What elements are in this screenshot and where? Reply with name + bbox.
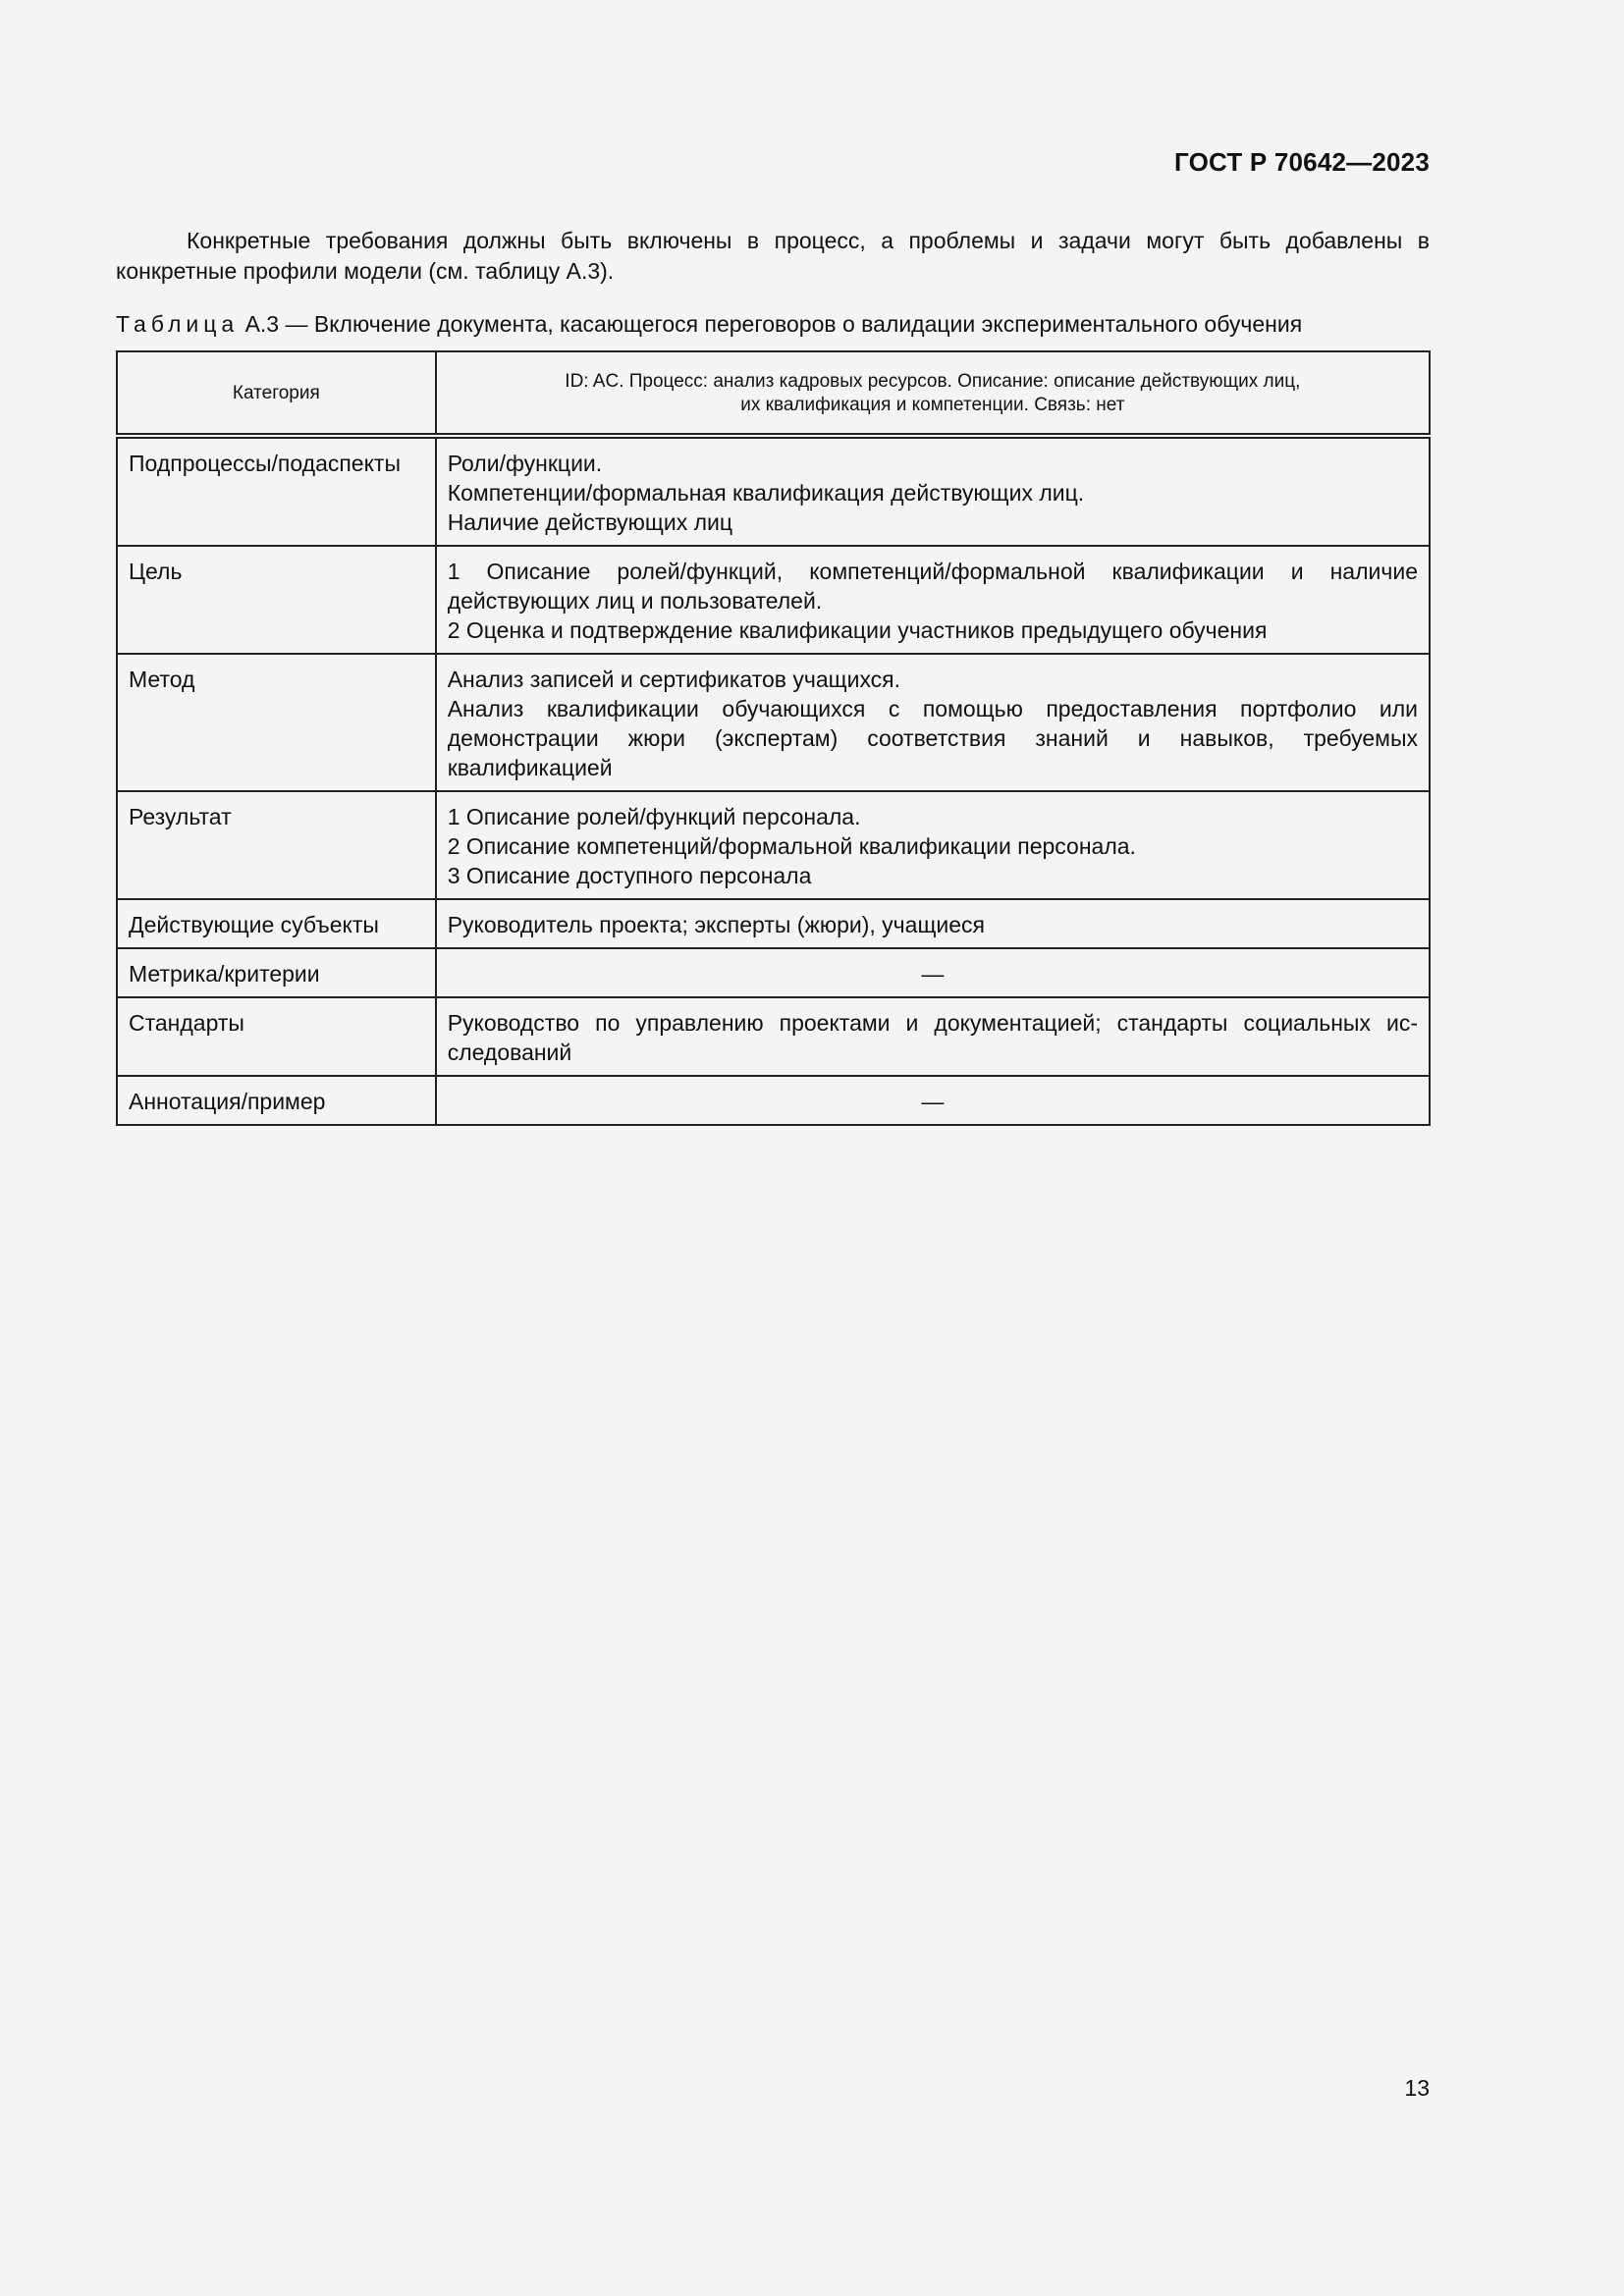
row-empty-dash: — (436, 1076, 1430, 1125)
header-description-line: ID: AC. Процесс: анализ кадровых ресурсов. Описание: описание действующих лиц, (565, 371, 1301, 392)
table-row (117, 436, 1430, 546)
row-line: Руководитель проекта; эксперты (жюри), учащиеся (447, 912, 985, 937)
row-category: Метод (117, 654, 436, 791)
header-description (436, 351, 1430, 436)
row-content (436, 997, 1430, 1076)
table-row (117, 546, 1430, 654)
page-number: 13 (1404, 2075, 1430, 2101)
standard-id: ГОСТ Р 70642—2023 (1174, 147, 1430, 177)
row-line: 2 Описание компетенций/формальной квалификации персонала. (447, 833, 1136, 859)
table-row (117, 791, 1430, 899)
row-content (436, 546, 1430, 654)
row-line: Роли/функции. (447, 451, 603, 476)
row-line: 1 Описание ролей/функций персонала. (447, 804, 861, 829)
row-line: 1 Описание ролей/функций, компетенций/формальной квалификации и наличие действующих лиц и пользователей. (447, 559, 1418, 614)
row-category: Метрика/критерии (117, 948, 436, 997)
row-line: Анализ записей и сертификатов учащихся. (447, 667, 901, 692)
header-category: Категория (117, 351, 436, 436)
table-row (117, 654, 1430, 791)
row-empty-dash: — (436, 948, 1430, 997)
row-category: Цель (117, 546, 436, 654)
intro-paragraph: Конкретные требования должны быть включены в процесс, а проблемы и задачи могут быть добавлены в конкретные профили модели (см. таблицу А.3). (116, 228, 1430, 284)
table-caption (116, 309, 1430, 340)
row-content (436, 899, 1430, 948)
row-category: Действующие субъекты (117, 899, 436, 948)
row-line: 2 Оценка и подтверждение квалификации участников предыдущего обучения (447, 617, 1268, 643)
row-line: 3 Описание доступного персонала (447, 863, 812, 888)
requirements-table (116, 350, 1431, 1126)
table-caption-label: Таблица (116, 311, 240, 337)
table-row (117, 997, 1430, 1076)
table-header-row (117, 351, 1430, 436)
table-row (117, 948, 1430, 997)
header-description-line: их квалификация и компетенции. Связь: нет (740, 395, 1125, 415)
table-row (117, 1076, 1430, 1125)
row-category: Стандарты (117, 997, 436, 1076)
row-line: Анализ квалификации обучающихся с помощью предоставления портфолио или демонстрации жюри (экспертам) соответствия знаний и навыков, требуемых квалификацией (447, 696, 1418, 780)
row-line: Компетенции/формальная квалификация действующих лиц. (447, 480, 1085, 506)
row-content (436, 791, 1430, 899)
row-line: Руководство по управлению проектами и документацией; стандарты социальных ис-следований (447, 1010, 1418, 1065)
row-category: Результат (117, 791, 436, 899)
row-content (436, 436, 1430, 546)
table-caption-text: А.3 — Включение документа, касающегося переговоров о валидации экспериментального обучения (239, 311, 1303, 337)
row-category: Аннотация/пример (117, 1076, 436, 1125)
table-row (117, 899, 1430, 948)
row-category: Подпроцессы/подаспекты (117, 436, 436, 546)
row-line: Наличие действующих лиц (447, 509, 733, 535)
row-content (436, 654, 1430, 791)
